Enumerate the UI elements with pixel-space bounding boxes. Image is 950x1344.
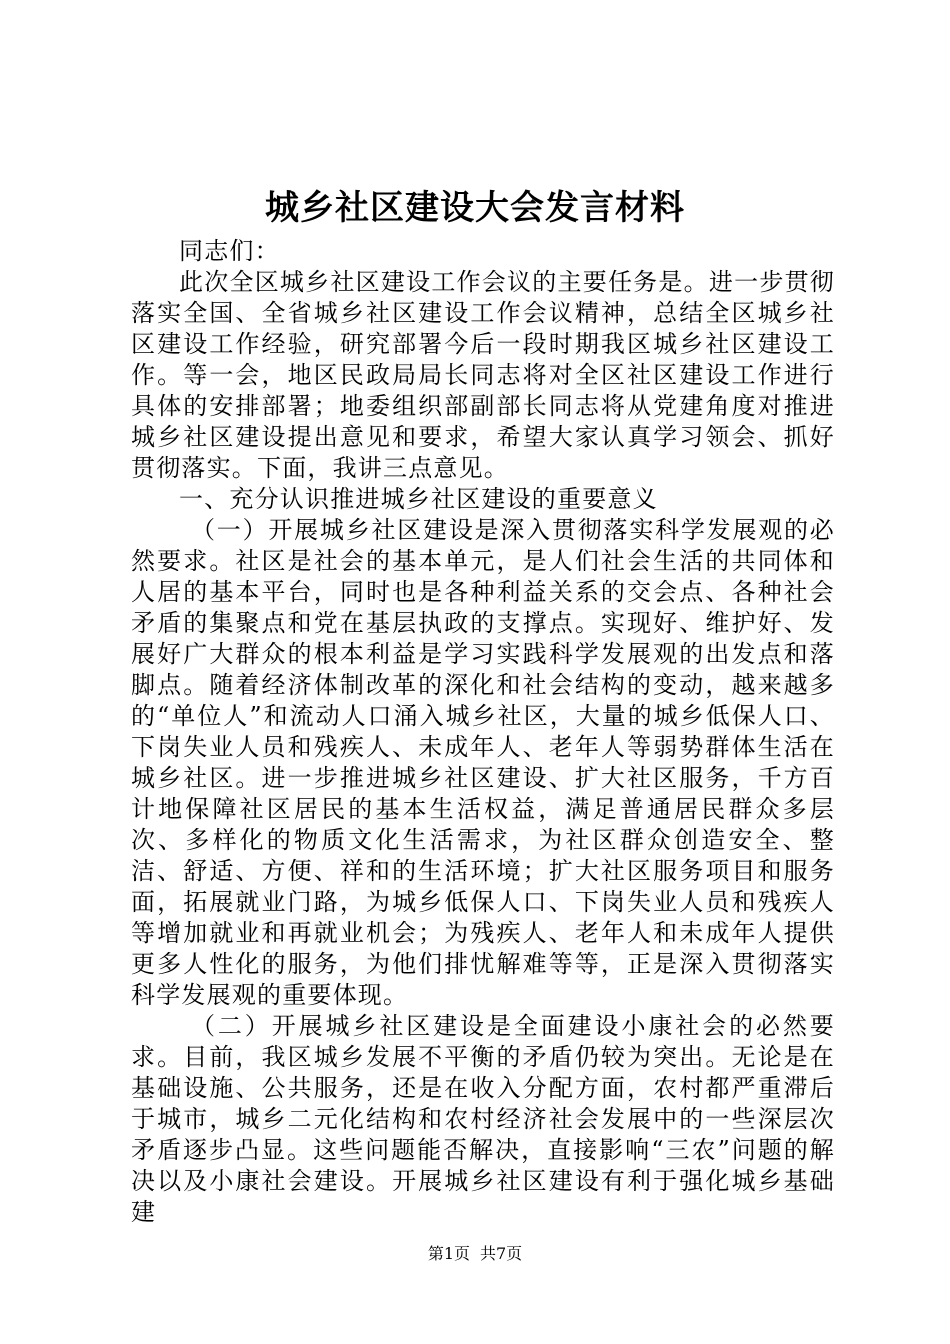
paragraph-intro: 此次全区城乡社区建设工作会议的主要任务是。进一步贯彻落实全国、全省城乡社区建设工作会议精神，总结全区城乡社区建设工作经验，研究部署今后一段时期我区城乡社区建设工作。等一会，地区民政局局长同志将对全区社区建设工作进行具体的安排部署；地委组织部副部长同志将从党建角度对推进城乡社区建设提出意见和要求，希望大家认真学习领会、抓好贯彻落实。下面，我讲三点意见。 bbox=[131, 268, 835, 482]
document-title: 城乡社区建设大会发言材料 bbox=[265, 188, 685, 228]
paragraph-point-1: （一）开展城乡社区建设是深入贯彻落实科学发展观的必然要求。社区是社会的基本单元，是人们社会生活的共同体和人居的基本平台，同时也是各种利益关系的交会点、各种社会矛盾的集聚点和党在基层执政的支撑点。实现好、维护好、发展好广大群众的根本利益是学习实践科学发展观的出发点和落脚点。随着经济体制改革的深化和社会结构的变动，越来越多的“单位人”和流动人口涌入城乡社区，大量的城乡低保人口、下岗失业人员和残疾人、未成年人、老年人等弱势群体生活在城乡社区。进一步推进城乡社区建设、扩大社区服务，千方百计地保障社区居民的基本生活权益，满足普通居民群众多层次、多样化的物质文化生活需求，为社区群众创造安全、整洁、舒适、方便、祥和的生活环境；扩大社区服务项目和服务面，拓展就业门路，为城乡低保人口、下岗失业人员和残疾人等增加就业和再就业机会；为残疾人、老年人和未成年人提供更多人性化的服务，为他们排忧解难等等，正是深入贯彻落实科学发展观的重要体现。 bbox=[131, 516, 835, 1009]
paragraph-point-2: （二）开展城乡社区建设是全面建设小康社会的必然要求。目前，我区城乡发展不平衡的矛盾仍较为突出。无论是在基础设施、公共服务，还是在收入分配方面，农村都严重滞后于城市，城乡二元化结构和农村经济社会发展中的一些深层次矛盾逐步凸显。这些问题能否解决，直接影响“三农”问题的解决以及小康社会建设。开展城乡社区建设有利于强化城乡基础建 bbox=[131, 1012, 835, 1226]
page-footer bbox=[0, 1244, 950, 1264]
page-number: 第1页 bbox=[427, 1244, 470, 1263]
salutation: 同志们： bbox=[179, 237, 280, 265]
section-heading: 一、充分认识推进城乡社区建设的重要意义 bbox=[179, 485, 658, 513]
document-body bbox=[131, 236, 835, 1228]
page-total: 共7页 bbox=[480, 1244, 523, 1263]
